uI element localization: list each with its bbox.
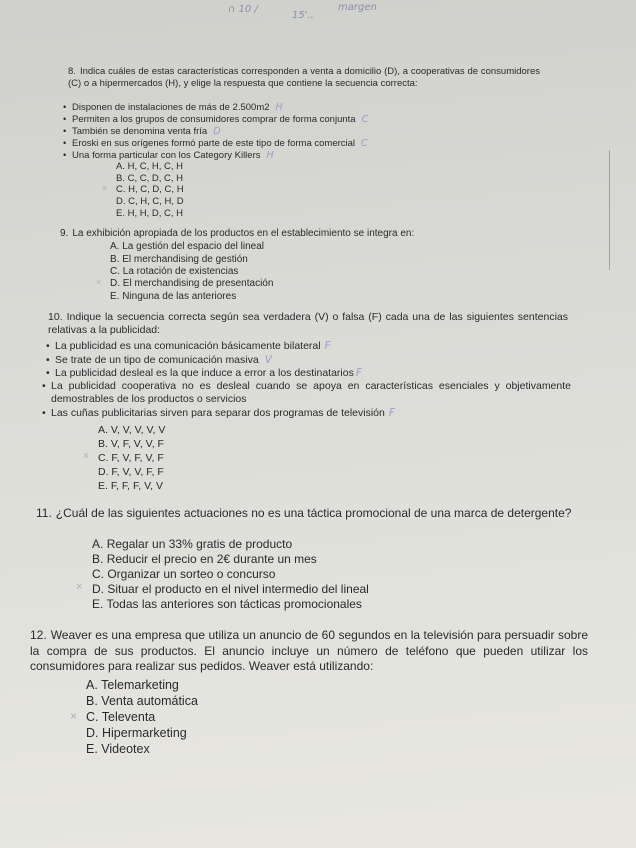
- statement-item: • Disponen de instalaciones de más de 2.500m2 H: [72, 102, 283, 113]
- statement-item: • También se denomina venta fría D: [72, 126, 221, 137]
- answer-option-e[interactable]: E. Ninguna de las anteriores: [110, 291, 237, 302]
- answer-option-a[interactable]: A. H, C, H, C, H: [116, 161, 184, 172]
- answer-option-e[interactable]: E. H, H, D, C, H: [116, 208, 184, 219]
- statement-item: • Se trate de un tipo de comunicación masiva V: [55, 354, 272, 366]
- answer-option-d[interactable]: D. Situar el producto en el nivel intermedio del lineal: [92, 582, 369, 596]
- answer-option-b[interactable]: B. Venta automática: [86, 694, 198, 708]
- handwritten-answer: C: [361, 138, 368, 149]
- question-8-text: [68, 66, 540, 90]
- answer-option-d[interactable]: D. Hipermarketing: [86, 726, 187, 740]
- selected-x-mark: ×: [83, 451, 89, 462]
- answer-option-c[interactable]: C. F, V, F, V, F: [98, 452, 164, 464]
- answer-option-c[interactable]: C. La rotación de existencias: [110, 266, 239, 277]
- statement-item: • Permiten a los grupos de consumidores comprar de forma conjunta C: [72, 114, 368, 125]
- answer-option-e[interactable]: E. F, F, F, V, V: [98, 480, 163, 492]
- question-body: Indica cuáles de estas características corresponden a venta a domicilio (D), a cooperativas de consumidores (C) o a hipermercados (H), y elige la respuesta que contiene la secuencia correcta:: [68, 66, 540, 89]
- question-10-text: 10. Indique la secuencia correcta según sea verdadera (V) o falsa (F) cada una de las siguientes sentencias relativas a la publicidad:: [48, 311, 568, 336]
- question-number: 8.: [68, 66, 76, 77]
- answer-option-a[interactable]: A. Telemarketing: [86, 678, 179, 692]
- answer-option-a[interactable]: A. La gestión del espacio del lineal: [110, 241, 265, 252]
- statement-item: • La publicidad desleal es la que induce a error a los destinatarios F: [55, 367, 362, 379]
- selected-x-mark: ×: [102, 183, 108, 193]
- handwritten-answer: H: [266, 150, 274, 161]
- statement-item: • La publicidad cooperativa no es desleal cuando se apoya en características esenciales y objetivamente demostrables de los productos o servicios: [51, 380, 571, 406]
- answer-option-d[interactable]: D. El merchandising de presentación: [110, 278, 274, 289]
- statement-item: • Eroski en sus orígenes formó parte de este tipo de forma comercial C: [72, 138, 368, 149]
- handwritten-answer: H: [275, 102, 283, 113]
- answer-option-a[interactable]: A. Regalar un 33% gratis de producto: [92, 537, 293, 551]
- handwritten-answer: C: [361, 114, 369, 125]
- handwritten-answer: F: [355, 367, 362, 379]
- answer-option-e[interactable]: E. Videotex: [86, 742, 150, 756]
- question-11-text: 11. ¿Cuál de las siguientes actuaciones no es una táctica promocional de una marca de detergente?: [36, 506, 572, 520]
- statement-item: • Las cuñas publicitarias sirven para separar dos programas de televisión F: [51, 407, 395, 419]
- answer-option-b[interactable]: B. C, C, D, C, H: [116, 173, 184, 184]
- answer-option-a[interactable]: A. V, V, V, V, V: [98, 424, 166, 436]
- answer-option-c[interactable]: C. Organizar un sorteo o concurso: [92, 567, 276, 581]
- question-9-text: 9. La exhibición apropiada de los productos en el establecimiento se integra en:: [60, 228, 415, 239]
- handwritten-answer: F: [324, 340, 331, 352]
- handwritten-note: margen: [338, 2, 377, 13]
- answer-option-b[interactable]: B. Reducir el precio en 2€ durante un mes: [92, 552, 317, 566]
- answer-option-c[interactable]: C. Televenta: [86, 710, 156, 724]
- answer-option-d[interactable]: D. C, H, C, H, D: [116, 196, 184, 207]
- handwritten-answer: V: [264, 354, 272, 366]
- statement-item: • Una forma particular con los Category Killers H: [72, 150, 274, 161]
- answer-option-d[interactable]: D. F, V, V, F, F: [98, 466, 164, 478]
- selected-x-mark: ×: [76, 581, 83, 593]
- statement-item: • La publicidad es una comunicación básicamente bilateral F: [55, 340, 331, 352]
- handwritten-answer: D: [213, 126, 221, 137]
- answer-option-e[interactable]: E. Todas las anteriores son tácticas promocionales: [92, 597, 362, 611]
- answer-option-b[interactable]: B. El merchandising de gestión: [110, 254, 248, 265]
- selected-x-mark: ×: [70, 709, 78, 723]
- handwritten-note: 15'..: [292, 10, 314, 21]
- answer-option-c[interactable]: C. H, C, D, C, H: [116, 184, 184, 195]
- adjacent-page-edge: [609, 150, 636, 270]
- handwritten-answer: F: [388, 407, 395, 419]
- question-12-text: 12. Weaver es una empresa que utiliza un anuncio de 60 segundos en la televisión para persuadir sobre la compra de sus productos. El anuncio incluye un número de teléfono que pueden utilizar los consumidores para realizar sus pedidos. Weaver está utilizando:: [30, 628, 588, 673]
- handwritten-note: ∩ 10 /: [228, 4, 258, 15]
- selected-x-mark: ×: [96, 277, 102, 287]
- answer-option-b[interactable]: B. V, F, V, V, F: [98, 438, 164, 450]
